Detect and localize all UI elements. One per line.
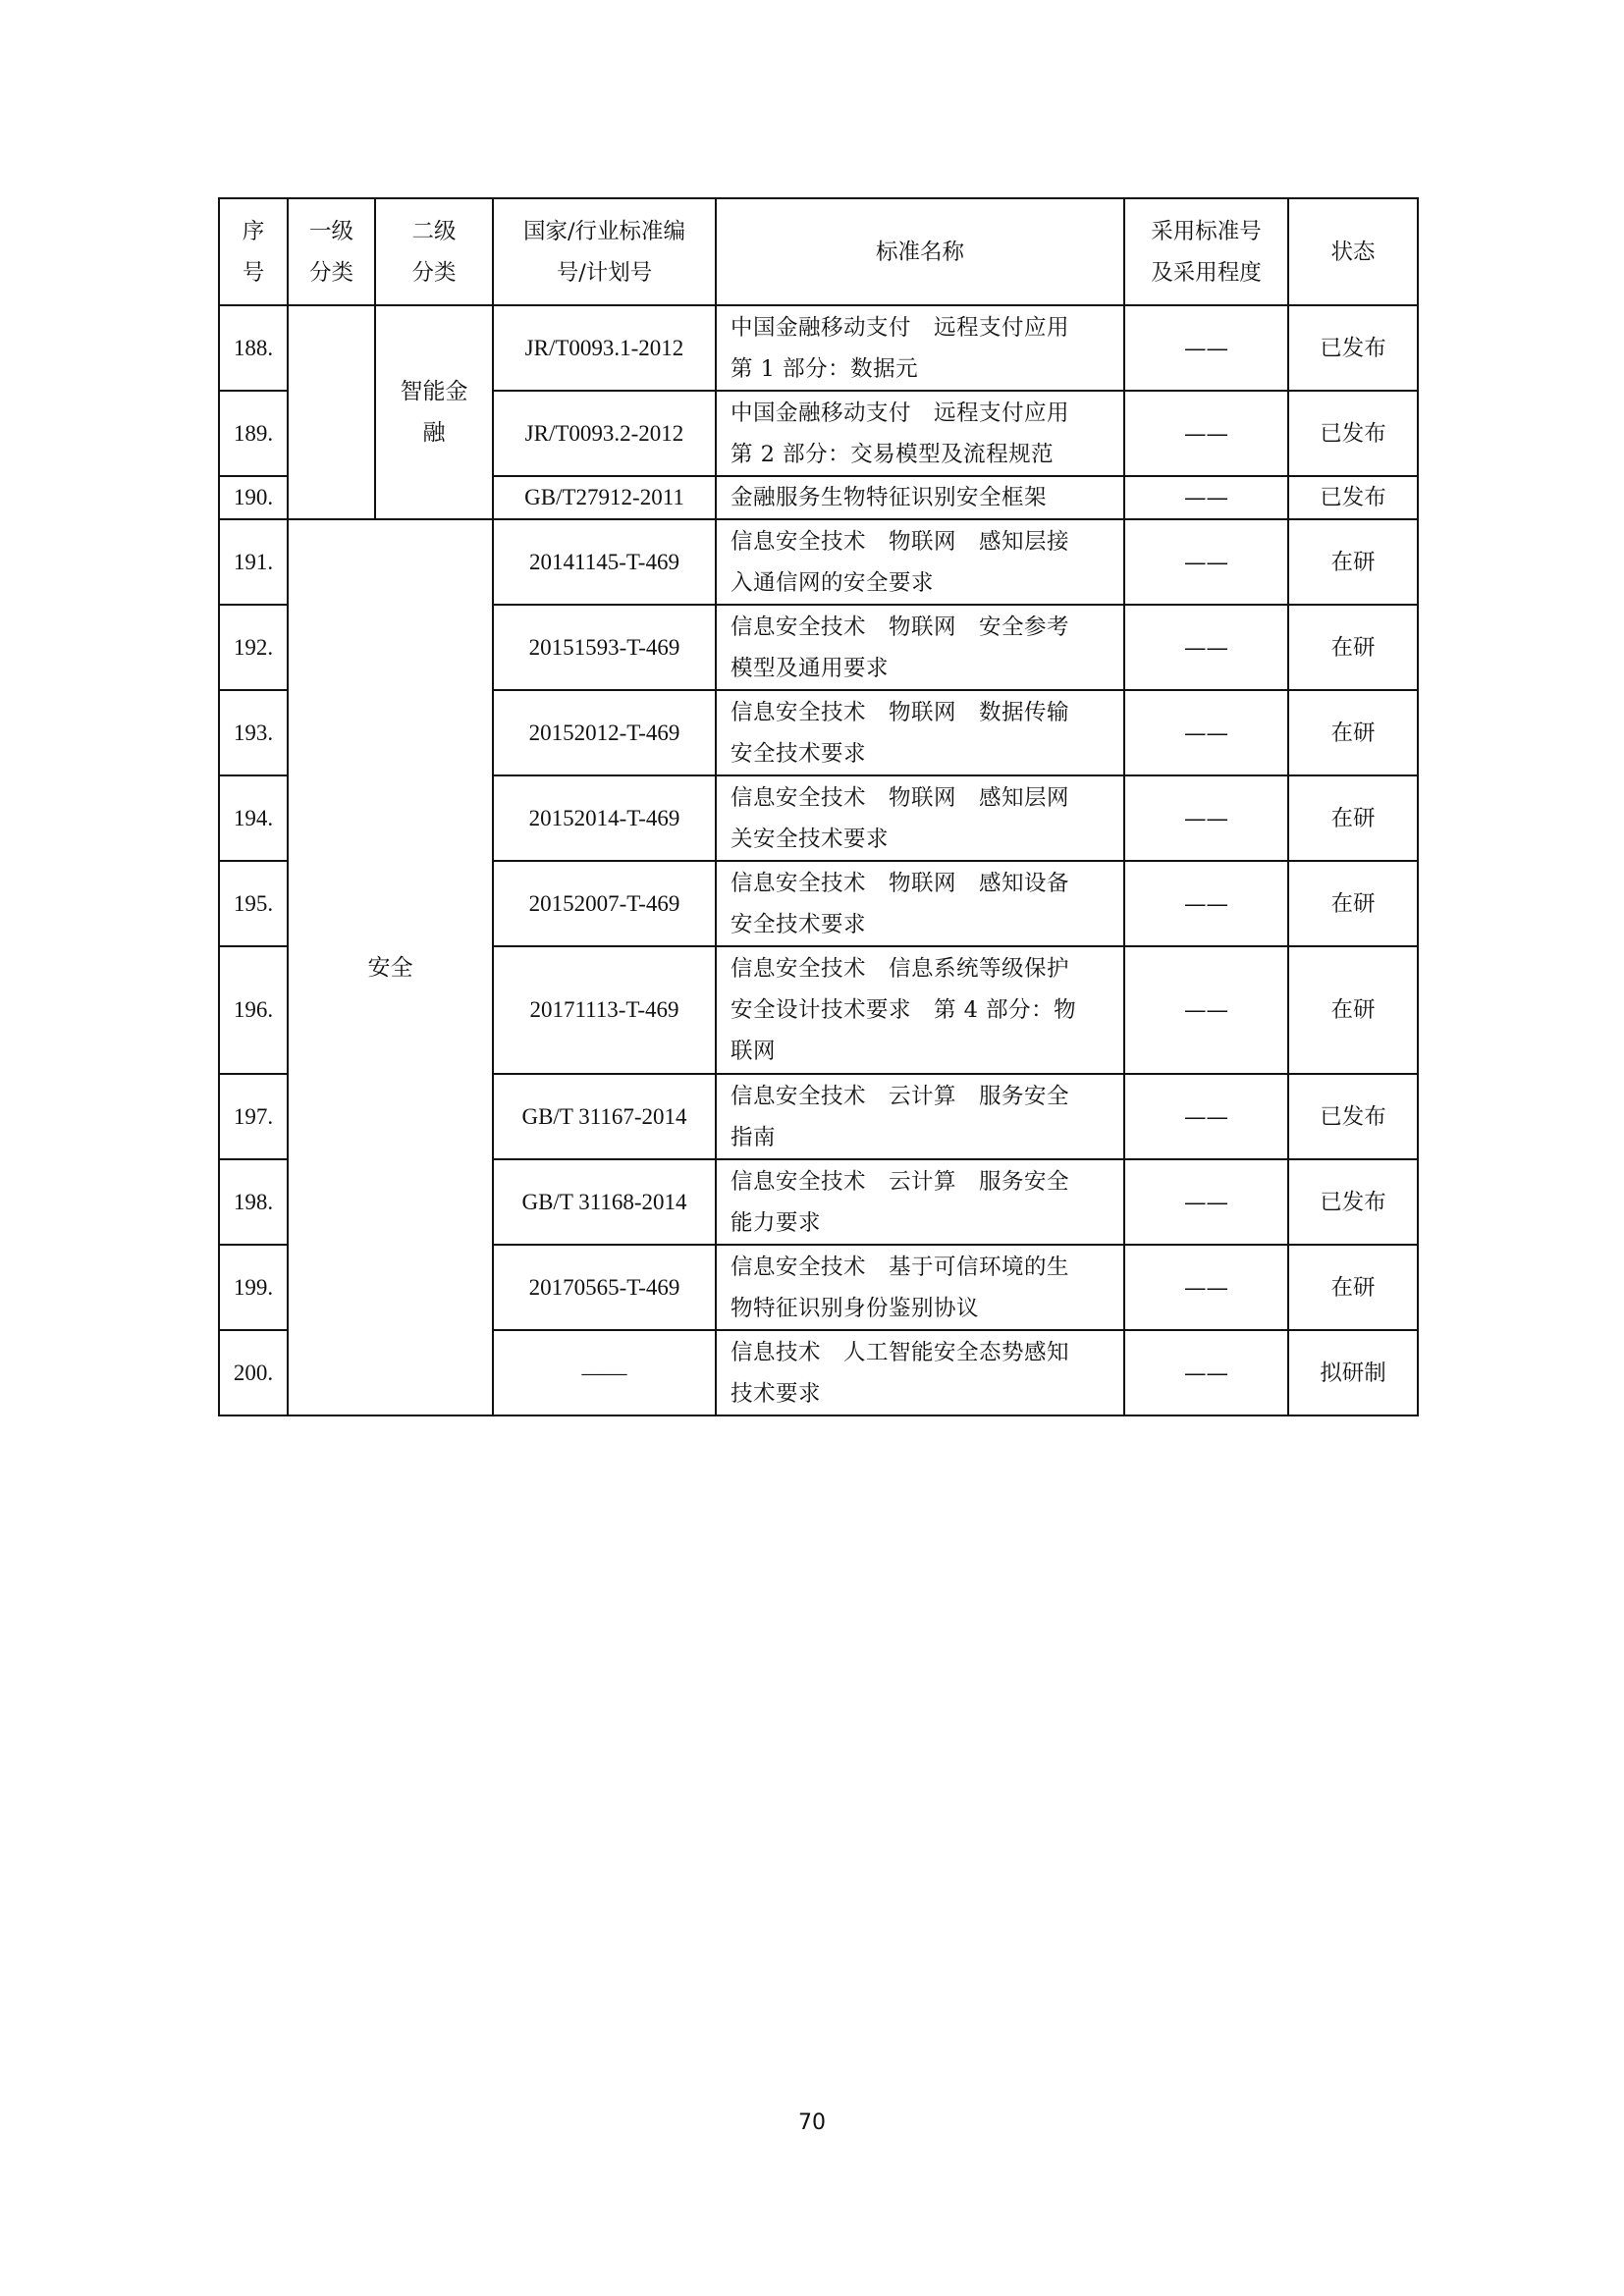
- row-seq: 197.: [219, 1074, 288, 1159]
- row-status: 已发布: [1288, 1159, 1418, 1245]
- row-status: 已发布: [1288, 391, 1418, 476]
- row-adopted: ——: [1124, 519, 1288, 605]
- row-seq: 191.: [219, 519, 288, 605]
- row-adopted: ——: [1124, 1159, 1288, 1245]
- header-code: 国家/行业标准编 号/计划号: [493, 198, 716, 305]
- page-number: 70: [798, 2110, 826, 2135]
- row-code: 20152014-T-469: [493, 775, 716, 861]
- level1-cell-empty: [288, 305, 375, 519]
- row-seq: 199.: [219, 1245, 288, 1330]
- header-row: [219, 198, 1418, 305]
- row-name: 中国金融移动支付 远程支付应用 第 1 部分：数据元: [716, 305, 1124, 391]
- table-row: [219, 305, 1418, 391]
- row-seq: 194.: [219, 775, 288, 861]
- standards-table: [218, 197, 1419, 1416]
- row-seq: 192.: [219, 605, 288, 690]
- row-status: 已发布: [1288, 1074, 1418, 1159]
- header-status: 状态: [1288, 198, 1418, 305]
- level1-cell-security: 安全: [288, 519, 493, 1415]
- row-name: 信息安全技术 物联网 感知层接 入通信网的安全要求: [716, 519, 1124, 605]
- row-name: 信息安全技术 物联网 感知设备 安全技术要求: [716, 861, 1124, 946]
- row-code: 20152007-T-469: [493, 861, 716, 946]
- row-adopted: ——: [1124, 305, 1288, 391]
- row-status: 在研: [1288, 605, 1418, 690]
- level2-cell-smart-finance: 智能金 融: [375, 305, 493, 519]
- row-name: 信息安全技术 信息系统等级保护 安全设计技术要求 第 4 部分：物 联网: [716, 946, 1124, 1074]
- row-status: 已发布: [1288, 305, 1418, 391]
- row-name: 信息技术 人工智能安全态势感知 技术要求: [716, 1330, 1124, 1415]
- row-seq: 188.: [219, 305, 288, 391]
- row-code: JR/T0093.1-2012: [493, 305, 716, 391]
- table-row: [219, 519, 1418, 605]
- row-name: 信息安全技术 物联网 安全参考 模型及通用要求: [716, 605, 1124, 690]
- row-code: 20141145-T-469: [493, 519, 716, 605]
- header-level1: 一级 分类: [288, 198, 375, 305]
- row-code: ——: [493, 1330, 716, 1415]
- row-status: 在研: [1288, 946, 1418, 1074]
- row-adopted: ——: [1124, 1330, 1288, 1415]
- row-adopted: ——: [1124, 391, 1288, 476]
- row-seq: 196.: [219, 946, 288, 1074]
- row-adopted: ——: [1124, 476, 1288, 519]
- row-name: 中国金融移动支付 远程支付应用 第 2 部分：交易模型及流程规范: [716, 391, 1124, 476]
- row-seq: 195.: [219, 861, 288, 946]
- row-adopted: ——: [1124, 1074, 1288, 1159]
- row-adopted: ——: [1124, 775, 1288, 861]
- row-seq: 193.: [219, 690, 288, 775]
- row-code: GB/T27912-2011: [493, 476, 716, 519]
- row-seq: 190.: [219, 476, 288, 519]
- row-adopted: ——: [1124, 690, 1288, 775]
- row-status: 在研: [1288, 861, 1418, 946]
- row-status: 在研: [1288, 775, 1418, 861]
- row-name: 信息安全技术 基于可信环境的生 物特征识别身份鉴别协议: [716, 1245, 1124, 1330]
- row-status: 在研: [1288, 690, 1418, 775]
- row-code: GB/T 31168-2014: [493, 1159, 716, 1245]
- row-status: 已发布: [1288, 476, 1418, 519]
- row-name: 金融服务生物特征识别安全框架: [716, 476, 1124, 519]
- row-seq: 198.: [219, 1159, 288, 1245]
- row-status: 拟研制: [1288, 1330, 1418, 1415]
- row-code: JR/T0093.2-2012: [493, 391, 716, 476]
- row-adopted: ——: [1124, 861, 1288, 946]
- row-adopted: ——: [1124, 946, 1288, 1074]
- row-adopted: ——: [1124, 1245, 1288, 1330]
- row-status: 在研: [1288, 1245, 1418, 1330]
- row-adopted: ——: [1124, 605, 1288, 690]
- row-name: 信息安全技术 物联网 感知层网 关安全技术要求: [716, 775, 1124, 861]
- row-code: 20152012-T-469: [493, 690, 716, 775]
- row-name: 信息安全技术 云计算 服务安全 能力要求: [716, 1159, 1124, 1245]
- row-name: 信息安全技术 物联网 数据传输 安全技术要求: [716, 690, 1124, 775]
- row-status: 在研: [1288, 519, 1418, 605]
- row-code: 20170565-T-469: [493, 1245, 716, 1330]
- header-adopted: 采用标准号 及采用程度: [1124, 198, 1288, 305]
- row-seq: 189.: [219, 391, 288, 476]
- row-code: 20171113-T-469: [493, 946, 716, 1074]
- header-seq: 序 号: [219, 198, 288, 305]
- row-code: GB/T 31167-2014: [493, 1074, 716, 1159]
- header-name: 标准名称: [716, 198, 1124, 305]
- row-seq: 200.: [219, 1330, 288, 1415]
- row-code: 20151593-T-469: [493, 605, 716, 690]
- header-level2: 二级 分类: [375, 198, 493, 305]
- row-name: 信息安全技术 云计算 服务安全 指南: [716, 1074, 1124, 1159]
